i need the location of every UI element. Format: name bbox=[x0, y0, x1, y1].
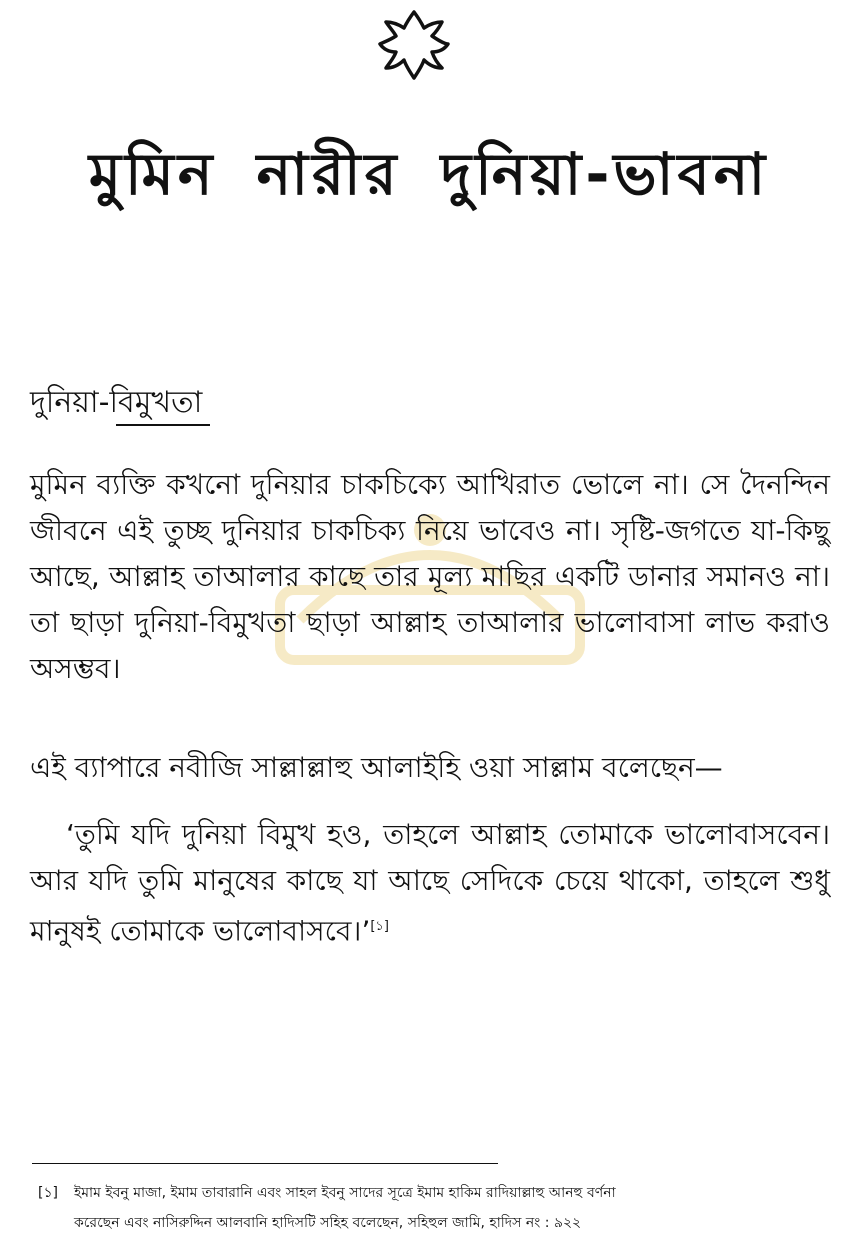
hadith-quote bbox=[30, 812, 830, 954]
footnote-divider bbox=[32, 1163, 498, 1164]
flower-ornament-icon bbox=[376, 6, 452, 82]
paragraph-2: এই ব্যাপারে নবীজি সাল্লাল্লাহু আলাইহি ওয়া সাল্লাম বলেছেন— bbox=[30, 751, 723, 784]
footnote-reference[interactable]: [১] bbox=[370, 919, 389, 934]
footnote-mark: [১] bbox=[38, 1185, 59, 1201]
footnote bbox=[38, 1178, 818, 1238]
section-heading: দুনিয়া-বিমুখতা bbox=[30, 385, 203, 420]
heading-underline bbox=[116, 424, 210, 426]
footnote-line-2: করেছেন এবং নাসিরুদ্দিন আলবানি হাদিসটি সহিহ বলেছেন, সহিহুল জামি, হাদিস নং : ৯২২ bbox=[74, 1215, 582, 1231]
quote-text: ‘তুমি যদি দুনিয়া বিমুখ হও, তাহলে আল্লাহ তোমাকে ভালোবাসবেন। আর যদি তুমি মানুষের কাছে যা আছে সেদিকে চেয়ে থাকো, তাহলে শুধু মানুষই তোমাকে ভালোবাসবে।’ bbox=[30, 818, 830, 948]
page-title: মুমিন নারীর দুনিয়া-ভাবনা bbox=[88, 140, 770, 208]
footnote-line-1: ইমাম ইবনু মাজা, ইমাম তাবারানি এবং সাহল ইবনু সাদের সূত্রে ইমাম হাকিম রাদিয়াল্লাহু আনহু বর্ণনা bbox=[74, 1185, 616, 1201]
paragraph-1: মুমিন ব্যক্তি কখনো দুনিয়ার চাকচিক্যে আখিরাত ভোলে না। সে দৈনন্দিন জীবনে এই তুচ্ছ দুনিয়ার চাকচিক্য নিয়ে ভাবেও না। সৃষ্টি-জগতে যা-কিছু আছে, আল্লাহ তাআলার কাছে তার মূল্য মাছির একটি ডানার সমানও না। তা ছাড়া দুনিয়া-বিমুখতা ছাড়া আল্লাহ তাআলার ভালোবাসা লাভ করাও অসম্ভব। bbox=[30, 468, 830, 685]
